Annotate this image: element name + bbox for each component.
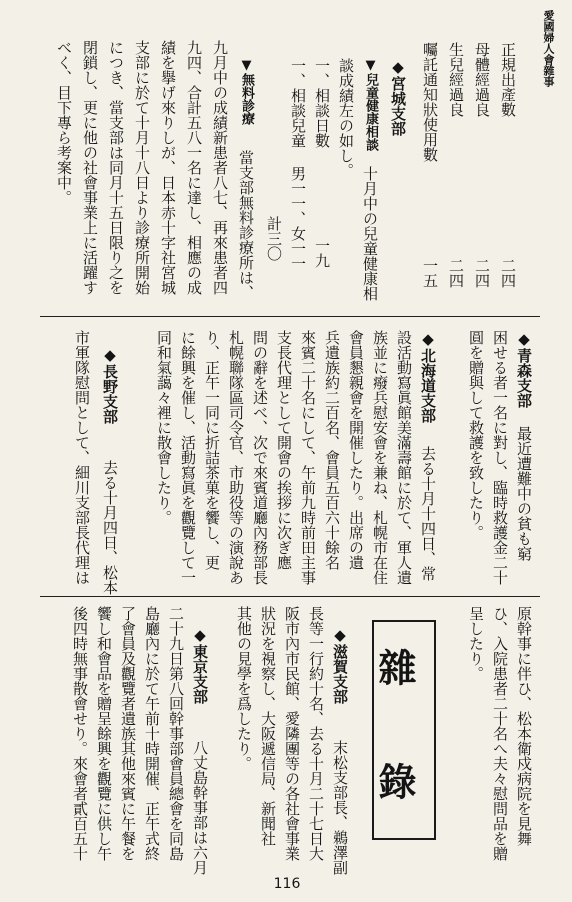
hokkaido-line10: り、正午一同に折詰茶菓を饗し、更: [203, 330, 221, 570]
stat-label-1: 正規出產數: [499, 42, 517, 117]
stat-label-4: 囑託通知狀使用數: [421, 42, 439, 162]
miyagi-heading: ◆宮城支部: [389, 58, 407, 136]
hokkaido-line3: 族並に癈兵慰安會を兼ね、札幌市在住: [371, 330, 389, 585]
miyagi-p2-line3: 九四、合計五八一名に達し、相應の成: [185, 40, 203, 295]
aomori-heading: ◆青森支部: [515, 330, 533, 408]
shiga-line2: 長等一行約十名、去る十月二十七日大: [307, 606, 325, 861]
stat-value-4: 一五: [421, 258, 439, 288]
miyagi-p2-line1: 當支部無料診療所は、: [237, 150, 255, 300]
running-header: 愛國婦人會雜事: [542, 10, 555, 87]
shiga-line5: 其他の見學を爲したり。: [235, 606, 253, 771]
section-divider-2: [40, 596, 540, 597]
miyagi-p2-line7: 閉鎖し、更に他の社會事業上に活躍す: [81, 40, 99, 295]
miyagi-p2-line8: べく、目下專ら考案中。: [55, 40, 73, 205]
miyagi-row2-total: 計三〇: [265, 216, 283, 261]
miyagi-subheading-2: ▼無料診療: [239, 58, 254, 125]
section-divider-1: [40, 316, 540, 317]
hokkaido-line7: 支長代理として開會の挨拶に次ぎ應: [275, 330, 293, 570]
miyagi-p2-line6: につき、當支部は同月十五日限り之を: [107, 40, 125, 295]
page-number: 116: [273, 876, 301, 892]
hokkaido-line6: 來賓二十名にして、午前九時前田主事: [299, 330, 317, 585]
miyagi-row2-value: 男一一、女一一: [289, 166, 307, 271]
nagano-cont-line1: 原幹事に伴ひ、松本衛戍病院を見舞: [515, 606, 533, 846]
stat-label-3: 生兒經過良: [447, 42, 465, 117]
miyagi-p2-line2: 九月中の成績新患者八七、再來患者四: [211, 40, 229, 295]
aomori-line3: 圓を贈與して救護を致したり。: [467, 330, 485, 540]
hokkaido-line12: 同和氣藹々裡に散會したり。: [155, 330, 173, 525]
miyagi-p1-line2: 談成績左の如し。: [337, 58, 355, 178]
miyagi-row1-label: 一、相談日數: [313, 58, 331, 148]
hokkaido-line1: 去る十月十四日、常: [419, 446, 437, 581]
miyagi-p2-line5: 支部に於て十月十八日より診療所開始: [133, 40, 151, 295]
tokyo-line1: 八丈島幹事部は六月: [191, 740, 209, 875]
tokyo-heading: ◆東京支部: [191, 626, 209, 704]
shiga-line1: 末松支部長、鵜澤副: [331, 740, 349, 875]
hokkaido-line4: 會員懇親會を開催したり。出席の遺: [347, 330, 365, 570]
stat-value-1: 二四: [499, 258, 517, 288]
tokyo-line5: 饗し和會品を贈呈餘興を觀覽に供し午: [95, 606, 113, 861]
tokyo-line4: 了會員及觀覽者遺族其他來賓に午餐を: [119, 606, 137, 861]
nagano-cont-line3: 呈したり。: [467, 606, 485, 681]
miyagi-subheading-1: ▼兒童健康相談: [363, 58, 378, 151]
shiga-line3: 阪市內市民館、愛隣團等の各社會事業: [283, 606, 301, 861]
hokkaido-line9: 札幌聯隊區司令官、市助役等の演說あ: [227, 330, 245, 585]
tokyo-line2: 二十九日第八回幹事部會員總會を同島: [167, 606, 185, 861]
miyagi-row1-value: 一九: [313, 238, 331, 268]
nagano-line1: 去る十月四日、松本: [101, 460, 119, 595]
hokkaido-line11: に餘興を催し、活動寫眞を觀覽して一: [179, 330, 197, 585]
aomori-line1: 最近遭難中の貧も窮: [515, 426, 533, 561]
hokkaido-line2: 設活動寫眞館美滿壽館に於て、軍人遺: [395, 330, 413, 585]
stat-value-2: 二四: [473, 258, 491, 288]
stat-value-3: 二四: [447, 258, 465, 288]
tokyo-line3: 島廳內に於て午前十時開催、正午式終: [143, 606, 161, 861]
shiga-heading: ◆滋賀支部: [331, 626, 349, 704]
miyagi-row2-label: 一、相談兒童: [289, 58, 307, 148]
tokyo-line6: 後四時無事散會せり。來會者貳百五十: [71, 606, 89, 861]
zatsuroku-title-box: [372, 620, 436, 840]
zatsuroku-title: 雜 錄: [372, 648, 417, 800]
nagano-cont-line2: ひ、入院患者二十名へ夫々慰問品を贈: [491, 606, 509, 861]
hokkaido-line5: 兵遺族約二百名、會員五百六十餘名: [323, 330, 341, 570]
nagano-heading: ◆長野支部: [101, 346, 119, 424]
miyagi-p2-line4: 績を擧げ來りしが、日本赤十字社宮城: [159, 40, 177, 295]
aomori-line2: 困せる者一名に對し、臨時救護金二十: [491, 330, 509, 585]
miyagi-p1-line1: 十月中の兒童健康相: [361, 166, 379, 301]
hokkaido-heading: ◆北海道支部: [419, 330, 437, 423]
hokkaido-line8: 問の辭を述べ、次で來賓道廳內務部長: [251, 330, 269, 585]
shiga-line4: 狀況を視察し、大阪遞信局、新聞社: [259, 606, 277, 846]
nagano-line2: 市軍隊慰問として、細川支部長代理は: [73, 330, 91, 585]
stat-label-2: 母體經過良: [473, 42, 491, 117]
